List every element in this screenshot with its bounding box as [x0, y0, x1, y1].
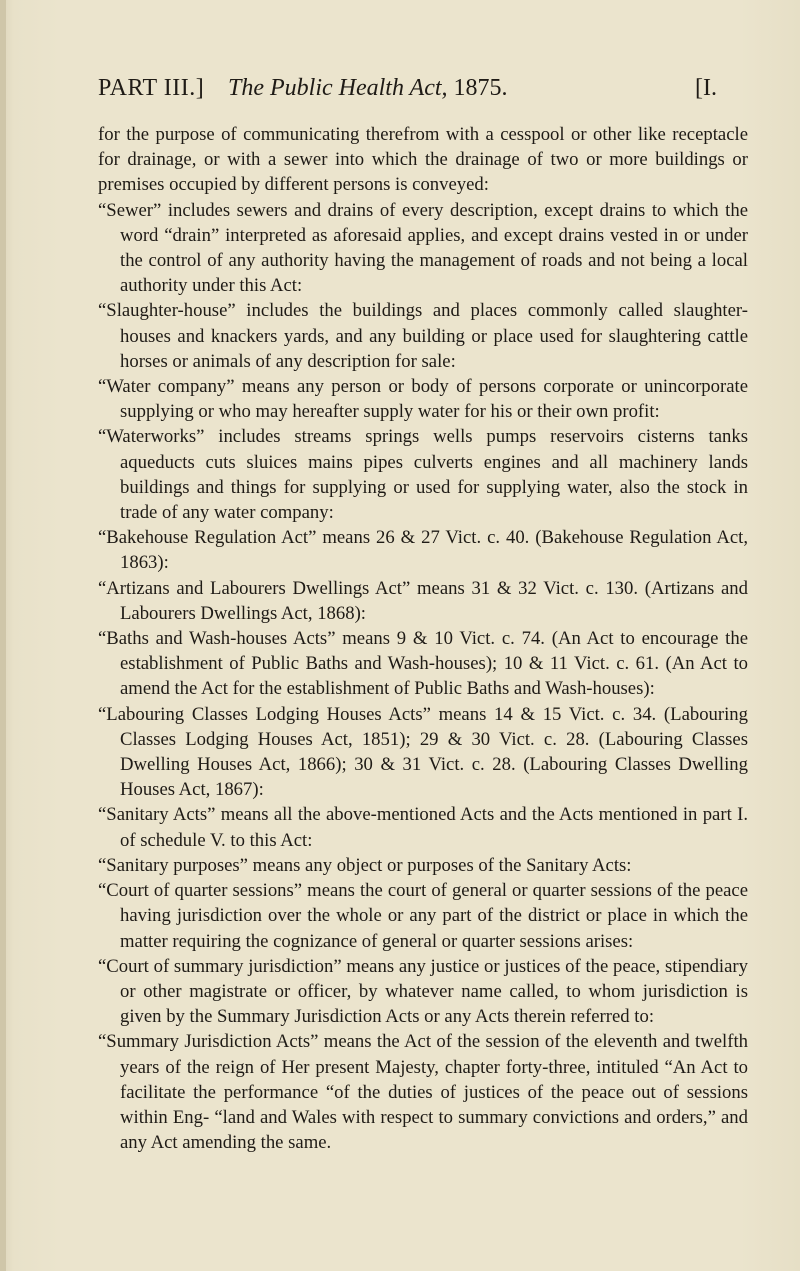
definition-bakehouse-regulation-act: “Bakehouse Regulation Act” means 26 & 27 Vict. c. 40. (Bakehouse Regulation Act, 1863):: [98, 527, 748, 574]
definition-water-company: “Water company” means any person or body of persons corporate or unincorporate supplying or who may hereafter supply water for his or their own profit:: [98, 376, 748, 423]
definition-sanitary-purposes: “Sanitary purposes” means any object or purposes of the Sanitary Acts:: [98, 854, 632, 876]
paragraph-continuation: for the purpose of communicating therefrom with a cesspool or other like receptacle for drainage, or with a sewer into which the drainage of two or more buildings or premises occupied by different persons is conveyed:: [98, 124, 748, 196]
running-head-act-title: The Public Health Act,: [228, 75, 448, 101]
page-gutter: [0, 0, 6, 1271]
definition-sewer: “Sewer” includes sewers and drains of every description, except drains to which the word “drain” interpreted as aforesaid applies, and except drains vested in or under the control of any authority having the management of roads and not being a local authority under this Act:: [98, 199, 748, 297]
running-head-section-marker: [I.: [695, 75, 717, 101]
definition-sanitary-acts: “Sanitary Acts” means all the above-mentioned Acts and the Acts mentioned in part I. of schedule V. to this Act:: [98, 804, 748, 851]
definition-court-quarter-sessions: “Court of quarter sessions” means the court of general or quarter sessions of the peace having jurisdiction over the whole or any part of the district or place in which the matter requiring the cognizance of general or quarter sessions arises:: [98, 880, 748, 952]
definition-waterworks: “Waterworks” includes streams springs wells pumps reservoirs cisterns tanks aqueducts cuts sluices mains pipes culverts engines and all machinery lands buildings and things for supplying or used for supplying water, also the stock in trade of any water company:: [98, 426, 748, 524]
running-head: [98, 68, 748, 108]
definition-court-summary-jurisdiction: “Court of summary jurisdiction” means any justice or justices of the peace, stipendiary or other magistrate or officer, by whatever name called, to whom jurisdiction is given by the Summary Jurisdiction Acts or any Acts therein referred to:: [98, 955, 748, 1028]
running-head-year: 1875.: [453, 75, 508, 101]
body-text: [98, 122, 748, 1155]
definition-baths-wash-houses-acts: “Baths and Wash-houses Acts” means 9 & 10 Vict. c. 74. (An Act to encourage the establishment of Public Baths and Wash-houses); 10 & 11 Vict. c. 61. (An Act to amend the Act for the establishment of Public Baths and Wash-houses):: [98, 628, 748, 700]
definition-slaughter-house: “Slaughter-house” includes the buildings and places commonly called slaughter-houses and knackers yards, and any building or place used for slaughtering cattle horses or animals of any description for sale:: [98, 300, 748, 372]
definition-artizans-dwellings-act: “Artizans and Labourers Dwellings Act” means 31 & 32 Vict. c. 130. (Artizans and Labourers Dwellings Act, 1868):: [98, 577, 748, 624]
definition-summary-jurisdiction-acts: “Summary Jurisdiction Acts” means the Act of the session of the eleventh and twelfth years of the reign of Her present Majesty, chapter forty-three, intituled “An Act to facilitate the performance “of the duties of justices of the peace out of sessions within Eng- “land and Wales with respect to summary convictions and orders,” and any Act amending the same.: [98, 1031, 748, 1154]
definition-labouring-classes-acts: “Labouring Classes Lodging Houses Acts” means 14 & 15 Vict. c. 34. (Labouring Classes Lodging Houses Act, 1851); 29 & 30 Vict. c. 28. (Labouring Classes Dwelling Houses Act, 1866); 30 & 31 Vict. c. 28. (Labouring Classes Dwelling Houses Act, 1867):: [98, 703, 748, 801]
running-head-title: [228, 68, 508, 108]
running-head-part: PART III.]: [98, 75, 205, 101]
